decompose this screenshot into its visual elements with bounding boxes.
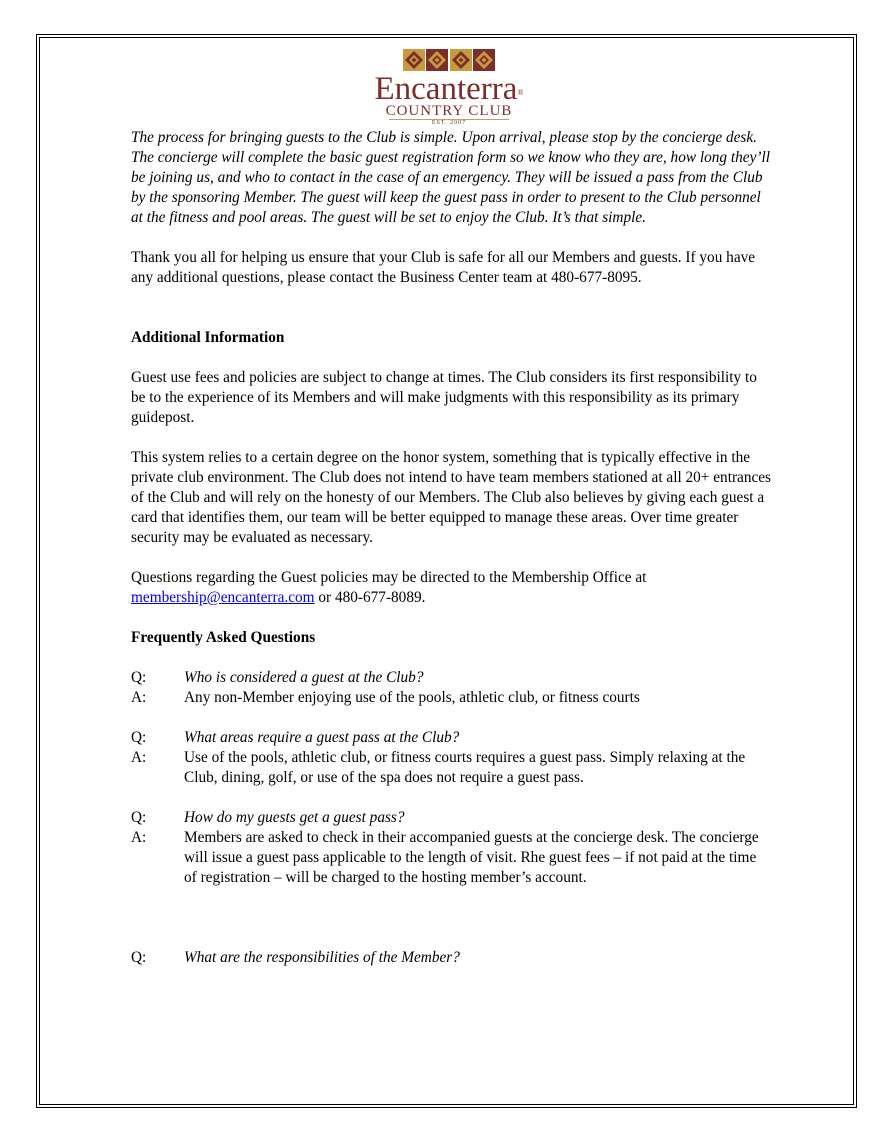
club-logo [364, 48, 534, 132]
document-body [131, 128, 771, 968]
faq-answer: A: Any non-Member enjoying use of the pools, athletic club, or fitness courts [131, 689, 640, 706]
faq-answer: A: Members are asked to check in their accompanied guests at the concierge desk. The concierge will issue a guest pass applicable to the length of visit. Rhe guest fees – if not paid at the time of registration – will be charged to the hosting member’s account. [131, 829, 759, 886]
faq-heading: Frequently Asked Questions [131, 629, 316, 646]
contact-paragraph [131, 568, 771, 608]
diamond-pattern-icon [402, 48, 496, 72]
contact-prefix: Questions regarding the Guest policies may be directed to the Membership Office at [131, 569, 647, 586]
faq-question: Q: How do my guests get a guest pass? [131, 809, 405, 826]
logo-wordmark: Encanterra® [374, 71, 524, 107]
faq-question: Q: Who is considered a guest at the Club? [131, 669, 424, 686]
faq-answer: A: Use of the pools, athletic club, or fitness courts requires a guest pass. Simply relaxing at the Club, dining, golf, or use of the spa does not require a guest pass. [131, 749, 746, 786]
intro-paragraph: The process for bringing guests to the Club is simple. Upon arrival, please stop by the concierge desk. The concierge will complete the basic guest registration form so we know who they are, how long they’ll be joining us, and who to contact in the case of an emergency. They will be issued a pass from the Club by the sponsoring Member. The guest will keep the guest pass in order to present to the Club personnel at the fitness and pool areas. The guest will be set to enjoy the Club. It’s that simple. [131, 129, 770, 226]
thanks-paragraph: Thank you all for helping us ensure that your Club is safe for all our Members and guests. If you have any additional questions, please contact the Business Center team at 480-677-8095. [131, 249, 756, 286]
contact-suffix: or 480-677-8089. [314, 589, 426, 606]
additional-info-heading: Additional Information [131, 329, 285, 346]
logo-subtitle: COUNTRY CLUB [385, 103, 513, 119]
membership-email-link[interactable]: membership@encanterra.com [131, 589, 315, 606]
faq-question: Q: What are the responsibilities of the Member? [131, 949, 460, 966]
fees-policy-paragraph: Guest use fees and policies are subject to change at times. The Club considers its first responsibility to be to the experience of its Members and will make judgments with this responsibility as its primary guidepost. [131, 369, 757, 426]
faq-question: Q: What areas require a guest pass at the Club? [131, 729, 460, 746]
logo-established: EST. 2007 [431, 120, 467, 126]
honor-system-paragraph: This system relies to a certain degree on the honor system, something that is typically effective in the private club environment. The Club does not intend to have team members stationed at all 20+ entrances of the Club and will rely on the honesty of our Members. The Club also believes by giving each guest a card that identifies them, our team will be better equipped to manage these areas. Over time greater security may be evaluated as necessary. [131, 449, 772, 546]
